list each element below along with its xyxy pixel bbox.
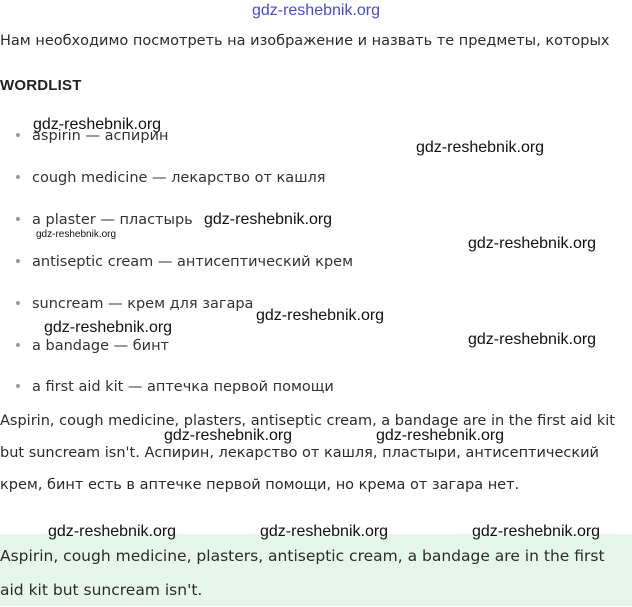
watermark: gdz-reshebnik.org — [48, 523, 177, 540]
bullet-icon — [16, 259, 20, 263]
bullet-icon — [16, 217, 20, 221]
list-item-text: suncream — крем для загара — [32, 296, 254, 312]
watermark: gdz-reshebnik.org — [416, 139, 545, 156]
watermark: gdz-reshebnik.org — [468, 235, 597, 252]
wordlist-heading: WORDLIST — [0, 77, 82, 94]
list-item-text: a plaster — пластырь — [32, 212, 193, 228]
watermark: gdz-reshebnik.org — [33, 116, 162, 133]
watermark: gdz-reshebnik.org — [472, 523, 601, 540]
list-item-text: a bandage — бинт — [32, 338, 169, 354]
watermark: gdz-reshebnik.org — [204, 211, 333, 228]
watermark: gdz-reshebnik.org — [256, 307, 385, 324]
bullet-icon — [16, 133, 20, 137]
list-item — [16, 170, 325, 186]
list-item — [16, 296, 253, 312]
bullet-icon — [16, 175, 20, 179]
list-item-text: aspirin — аспирин — [32, 128, 169, 144]
bullet-icon — [16, 301, 20, 305]
list-item — [16, 379, 334, 395]
watermark: gdz-reshebnik.org — [468, 331, 597, 348]
list-item-text: a first aid kit — аптечка первой помощи — [32, 379, 334, 395]
intro-text: Нам необходимо посмотреть на изображение и назвать те предметы, которых — [0, 33, 610, 49]
bullet-icon — [16, 384, 20, 388]
answer-text: Aspirin, cough medicine, plasters, antiseptic cream, a bandage are in the first aid kit but suncream isn't. — [0, 547, 605, 599]
bullet-icon — [16, 343, 20, 347]
watermark: gdz-reshebnik.org — [44, 319, 173, 336]
list-item-text: cough medicine — лекарство от кашля — [32, 170, 326, 186]
header-watermark: gdz-reshebnik.org — [251, 2, 381, 19]
list-item-text: antiseptic cream — антисептический крем — [32, 254, 354, 270]
watermark: gdz-reshebnik.org — [376, 427, 505, 444]
list-item — [16, 338, 169, 354]
watermark: gdz-reshebnik.org — [164, 427, 293, 444]
explanation-paragraph: Aspirin, cough medicine, plasters, antiseptic cream, a bandage are in the first aid kit but suncream isn't. Аспирин, лекарство от кашля, пластыри, антисептический крем, бинт есть в аптечке первой помощи, но крема от загара нет. — [0, 413, 615, 493]
watermark: gdz-reshebnik.org — [260, 523, 389, 540]
list-item — [16, 254, 353, 270]
list-item — [16, 212, 193, 228]
watermark: gdz-reshebnik.org — [36, 229, 117, 240]
answer-box — [0, 534, 632, 606]
